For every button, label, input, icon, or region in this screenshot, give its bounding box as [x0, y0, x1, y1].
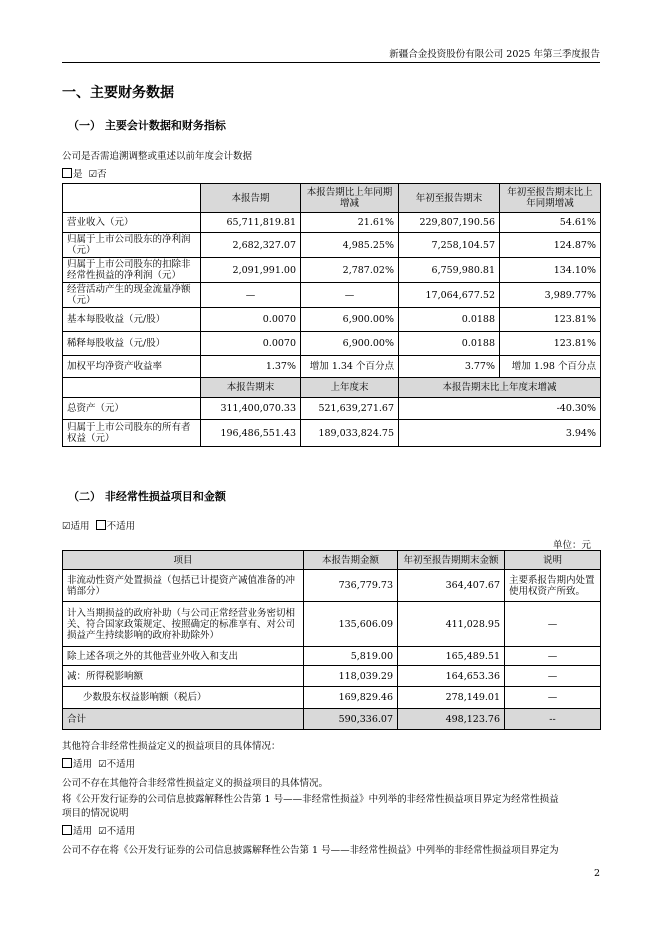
- cell: 3.94%: [399, 420, 601, 447]
- checkbox-applicable[interactable]: [62, 825, 72, 835]
- table1-header: 本报告期末: [201, 378, 301, 398]
- row-label: 营业收入（元）: [63, 213, 201, 233]
- table-row: [63, 233, 601, 258]
- checkbox-yes[interactable]: [62, 168, 72, 178]
- cell: 164,653.36: [398, 666, 505, 687]
- table-row: [63, 258, 601, 283]
- cell: —: [301, 283, 399, 308]
- checkbox-not-applicable-checked-icon[interactable]: ☑: [98, 826, 107, 837]
- cell: 134.10%: [500, 258, 601, 283]
- restatement-options: [62, 166, 107, 180]
- cell: 169,829.46: [304, 687, 398, 709]
- cell: 54.61%: [500, 213, 601, 233]
- checkbox-applicable[interactable]: [62, 758, 72, 768]
- table-row-total: [63, 709, 601, 730]
- cell: 123.81%: [500, 308, 601, 332]
- table1-header-row-2: [63, 378, 601, 398]
- cell: 21.61%: [301, 213, 399, 233]
- cell: 5,819.00: [304, 647, 398, 666]
- cell: —: [505, 602, 601, 647]
- cell: 6,759,980.81: [399, 258, 500, 283]
- row-label: 基本每股收益（元/股）: [63, 308, 201, 332]
- note-reclassification: 将《公开发行证券的公司信息披露解释性公告第 1 号——非经常性损益》中列举的非经常性损益项目界定为经常性损益: [62, 794, 559, 805]
- checkbox-applicable-checked-icon[interactable]: ☑: [62, 521, 71, 532]
- cell: 498,123.76: [398, 709, 505, 730]
- cell: 189,033,824.75: [301, 420, 399, 447]
- cell: 124.87%: [500, 233, 601, 258]
- row-label: 计入当期损益的政府补助（与公司正常经营业务密切相关、符合国家政策规定、按照确定的标准享有、对公司损益产生持续影响的政府补助除外）: [63, 602, 304, 647]
- table-row: [63, 687, 601, 709]
- note-options-a: [62, 756, 135, 770]
- table2-header: 项目: [63, 551, 304, 570]
- table1-header-blank: [63, 184, 201, 213]
- cell: 229,807,190.56: [399, 213, 500, 233]
- row-label: 非流动性资产处置损益（包括已计提资产减值准备的冲销部分）: [63, 570, 304, 602]
- row-label: 归属于上市公司股东的扣除非经常性损益的净利润（元）: [63, 258, 201, 283]
- table-row: [63, 602, 601, 647]
- table1-header: 上年度末: [301, 378, 399, 398]
- cell: 17,064,677.52: [399, 283, 500, 308]
- table-row: [63, 356, 601, 378]
- cell: 521,639,271.67: [301, 398, 399, 420]
- table-row: [63, 283, 601, 308]
- option-yes-label: 是: [73, 169, 83, 180]
- cell: 2,787.02%: [301, 258, 399, 283]
- subsection-title-2: （二） 非经常性损益项目和金额: [68, 490, 226, 503]
- cell: 增加 1.98 个百分点: [500, 356, 601, 378]
- cell: 2,682,327.07: [201, 233, 301, 258]
- table-row: [63, 308, 601, 332]
- cell: 411,028.95: [398, 602, 505, 647]
- table1-header: 本报告期比上年同期增减: [301, 184, 399, 213]
- cell: 0.0188: [399, 308, 500, 332]
- table-row: [63, 666, 601, 687]
- row-label: 减：所得税影响额: [63, 666, 304, 687]
- cell: 736,779.73: [304, 570, 398, 602]
- option-not-applicable-label: 不适用: [106, 521, 136, 532]
- note-options-b: [62, 823, 135, 837]
- cell: 364,407.67: [398, 570, 505, 602]
- cell: —: [505, 687, 601, 709]
- table-row: [63, 647, 601, 666]
- table1-header: 年初至报告期末比上年同期增减: [500, 184, 601, 213]
- option-not-applicable-label: 不适用: [106, 826, 136, 837]
- cell: 278,149.01: [398, 687, 505, 709]
- note-no-reclassification: 公司不存在将《公开发行证券的公司信息披露解释性公告第 1 号——非经常性损益》中列举的非经常性损益项目界定为: [62, 845, 559, 856]
- cell: 118,039.29: [304, 666, 398, 687]
- cell: 4,985.25%: [301, 233, 399, 258]
- cell: --: [505, 709, 601, 730]
- checkbox-no-checked-icon[interactable]: ☑: [88, 169, 98, 180]
- table2-header: 本报告期金额: [304, 551, 398, 570]
- cell: 7,258,104.57: [399, 233, 500, 258]
- row-label: 归属于上市公司股东的所有者权益（元）: [63, 420, 201, 447]
- table1-header: 本报告期: [201, 184, 301, 213]
- header-title: 新疆合金投资股份有限公司 2025 年第三季度报告: [389, 49, 600, 60]
- cell: 311,400,070.33: [201, 398, 301, 420]
- row-label: 经营活动产生的现金流量净额（元）: [63, 283, 201, 308]
- cell: 65,711,819.81: [201, 213, 301, 233]
- cell: 165,489.51: [398, 647, 505, 666]
- table-row: [63, 398, 601, 420]
- applicability-options: [62, 518, 135, 532]
- cell: 0.0070: [201, 308, 301, 332]
- table1-header: 本报告期末比上年度末增减: [399, 378, 601, 398]
- cell: 0.0188: [399, 332, 500, 356]
- cell: 3.77%: [399, 356, 500, 378]
- row-label: 加权平均净资产收益率: [63, 356, 201, 378]
- section-title: 一、主要财务数据: [62, 85, 174, 101]
- row-label: 归属于上市公司股东的净利润（元）: [63, 233, 201, 258]
- cell: 3,989.77%: [500, 283, 601, 308]
- cell: —: [505, 647, 601, 666]
- cell: 196,486,551.43: [201, 420, 301, 447]
- cell: 590,336.07: [304, 709, 398, 730]
- cell: 6,900.00%: [301, 332, 399, 356]
- cell: 主要系报告期内处置使用权资产所致。: [505, 570, 601, 602]
- cell: -40.30%: [399, 398, 601, 420]
- cell: 1.37%: [201, 356, 301, 378]
- table2-header: 说明: [505, 551, 601, 570]
- checkbox-not-applicable-checked-icon[interactable]: ☑: [98, 759, 107, 770]
- table-row: [63, 213, 601, 233]
- header-divider: [62, 62, 600, 63]
- option-applicable-label: 适用: [70, 521, 90, 532]
- cell: 2,091,991.00: [201, 258, 301, 283]
- note-other-items: 其他符合非经常性损益定义的损益项目的具体情况：: [62, 741, 281, 752]
- table2-header: 年初至报告期期末金额: [398, 551, 505, 570]
- table1-header-row: [63, 184, 601, 213]
- table1-header: 年初至报告期末: [399, 184, 500, 213]
- checkbox-not-applicable[interactable]: [96, 520, 106, 530]
- cell: 123.81%: [500, 332, 601, 356]
- page-number: 2: [593, 868, 600, 879]
- cell: 135,606.09: [304, 602, 398, 647]
- financial-indicators-table: [62, 183, 601, 447]
- row-label: 稀释每股收益（元/股）: [63, 332, 201, 356]
- option-applicable-label: 适用: [73, 826, 93, 837]
- row-label: 除上述各项之外的其他营业外收入和支出: [63, 647, 304, 666]
- table-row: [63, 570, 601, 602]
- table-row: [63, 420, 601, 447]
- note-no-other-items: 公司不存在其他符合非经常性损益定义的损益项目的具体情况。: [62, 778, 329, 789]
- cell: 6,900.00%: [301, 308, 399, 332]
- cell: 增加 1.34 个百分点: [301, 356, 399, 378]
- note-reclassification-cont: 项目的情况说明: [62, 808, 129, 819]
- table1-header-blank: [63, 378, 201, 398]
- cell: —: [505, 666, 601, 687]
- table2-header-row: [63, 551, 601, 570]
- option-applicable-label: 适用: [73, 759, 93, 770]
- unit-label: 单位：元: [552, 540, 591, 551]
- option-not-applicable-label: 不适用: [106, 759, 136, 770]
- cell: —: [201, 283, 301, 308]
- row-label: 少数股东权益影响额（税后）: [63, 687, 304, 709]
- row-label: 合计: [63, 709, 304, 730]
- subsection-title-1: （一） 主要会计数据和财务指标: [68, 119, 226, 132]
- table-row: [63, 332, 601, 356]
- restatement-question: 公司是否需追溯调整或重述以前年度会计数据: [62, 151, 253, 162]
- cell: 0.0070: [201, 332, 301, 356]
- row-label: 总资产（元）: [63, 398, 201, 420]
- non-recurring-items-table: [62, 550, 601, 730]
- option-no-label: 否: [97, 169, 107, 180]
